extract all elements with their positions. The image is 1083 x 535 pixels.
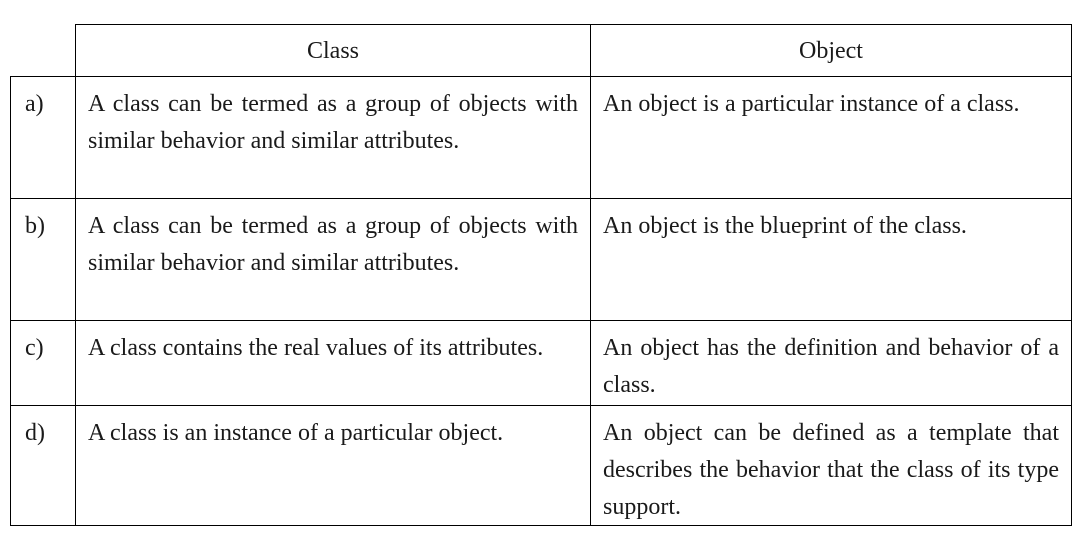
row-label-c: c) xyxy=(10,320,76,406)
row-label-b: b) xyxy=(10,198,76,321)
row-c-object: An object has the definition and behavior of a class. xyxy=(590,320,1072,406)
row-b-class: A class can be termed as a group of objects with similar behavior and similar attributes. xyxy=(75,198,591,321)
row-c-class: A class contains the real values of its attributes. xyxy=(75,320,591,406)
row-a-class: A class can be termed as a group of objects with similar behavior and similar attributes. xyxy=(75,76,591,199)
row-d-object: An object can be defined as a template that describes the behavior that the class of its type support. xyxy=(590,405,1072,526)
row-b-object: An object is the blueprint of the class. xyxy=(590,198,1072,321)
row-d-class: A class is an instance of a particular object. xyxy=(75,405,591,526)
header-class: Class xyxy=(75,24,591,77)
row-label-a: a) xyxy=(10,76,76,199)
row-label-d: d) xyxy=(10,405,76,526)
row-a-object: An object is a particular instance of a class. xyxy=(590,76,1072,199)
header-object: Object xyxy=(590,24,1072,77)
